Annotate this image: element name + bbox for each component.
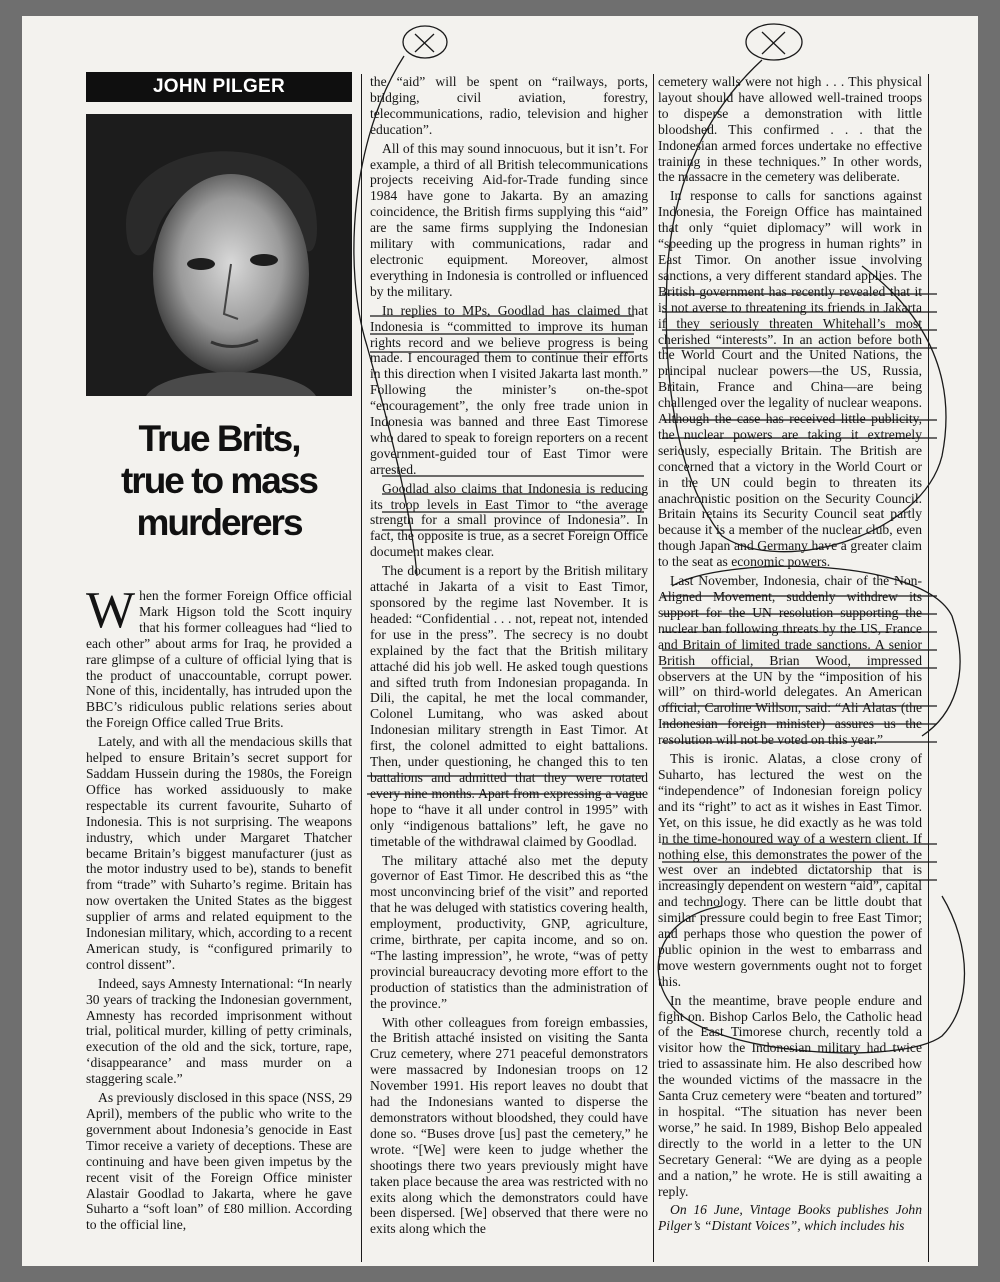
column-rule — [361, 74, 362, 1262]
paragraph: In response to calls for sanctions against Indonesia, the Foreign Office has maintained that only “quiet diplomacy” will work in “speeding up the progress in human rights” in East Timor. On another issue involving sanctions, a very different standard applies. The British government has recently revealed that it is not averse to threatening its friends in Jakarta if they seriously threaten Whitehall’s most cherished “interests”. In an action before both the World Court and the United Nations, the principal nuclear powers—the US, Russia, Britain, France and China—are being challenged over the legality of nuclear weapons. Although the case has received little publicity, the nuclear powers are taking it extremely seriously, especially Britain. The British are concerned that a victory in the World Court or in the UN could begin to threaten its anachronistic position on the Security Council. Britain retains its Security Council seat partly because it is a member of the nuclear club, even though Japan and Germany have a greater claim to the seat as economic powers. — [658, 188, 922, 570]
paragraph: Last November, Indonesia, chair of the Non-Aligned Movement, suddenly withdrew its support for the UN resolution supporting the nuclear ban following threats by the US, France and Britain of limited trade sanctions. A senior British official, Brian Wood, impressed observers at the UN by the “imposition of his will” on third-world delegates. An American official, Caroline Willson, said: “Ali Alatas (the Indonesian foreign minister) assures us the resolution will not be voted on this year.” — [658, 573, 922, 748]
column-2 — [370, 74, 648, 1264]
paragraph: The document is a report by the British military attaché in Jakarta of a visit to East Timor, sponsored by the regime last November. It is headed: “Confidential . . . not, repeat not, intended for use in the press”. The secrecy is no doubt explained by the fact that the British military attaché did his job well. He asked tough questions and sifted truth from Indonesian propaganda. In Dili, the capital, he met the local commander, Colonel Lumitang, who was asked about Indonesian military strength in East Timor. At first, the colonel admitted to eight battalions. Then, under questioning, he changed this to ten battalions and admitted that they were rotated every nine months. Apart from expressing a vague hope to “have it all under control in 1995” with only “indigenous battalions” left, he gave no timetable of the withdrawal claimed by Goodlad. — [370, 563, 648, 849]
paragraph: This is ironic. Alatas, a close crony of Suharto, has lectured the west on the “independence” of Indonesian foreign policy and its “right” to act as it wishes in East Timor. Yet, on this issue, he did exactly as he was told in the time-honoured way of a western client. If nothing else, this demonstrates the power of the west over an indebted dictatorship that is increasingly dependent on western “aid”, capital and technology. There can be little doubt that similar pressure could begin to free East Timor; and perhaps those who question the power of public opinion in the west to embarrass and move western governments ought not to forget this. — [658, 751, 922, 989]
headline-line-2: true to mass — [120, 460, 317, 501]
drop-cap: W — [86, 582, 136, 639]
paragraph: cemetery walls were not high . . . This physical layout should have allowed well-trained troops to disperse a demonstration with little bloodshed. This confirmed . . . that the Indonesian armed forces undertake no effective training in these techniques.” In other words, the massacre in the cemetery was deliberate. — [658, 74, 922, 185]
paragraph: Lately, and with all the mendacious skills that helped to ensure Britain’s secret support for Saddam Hussein during the 1980s, the Foreign Office has worked assiduously to make respectable its current favourite, Suharto of Indonesia. This is not surprising. The weapons industry, which under Margaret Thatcher became Britain’s biggest manufacturer (just as the motor industry used to be), stands to benefit from “trade” with Suharto’s regime. Britain has now overtaken the United States as the biggest supplier of arms and related equipment to the Indonesian military, which, according to a recent American study, is “configured primarily to control dissent”. — [86, 734, 352, 972]
paragraph: As previously disclosed in this space (NSS, 29 April), members of the public who write to the government about Indonesia’s genocide in East Timor receive a variety of deceptions. These are continuing and have been given impetus by the recent visit of the Foreign Office minister Alastair Goodlad to Jakarta, where he gave Suharto a “soft loan” of £80 million. According to the official line, — [86, 1090, 352, 1233]
circled-mark-1 — [403, 26, 447, 58]
book-note: On 16 June, Vintage Books publishes John Pilger’s “Distant Voices”, which includes his — [658, 1202, 922, 1234]
magazine-page — [22, 16, 978, 1266]
author-photo — [86, 114, 352, 396]
paragraph: In the meantime, brave people endure and fight on. Bishop Carlos Belo, the Catholic head of the East Timorese church, recently told a visitor how the Indonesian military had twice tried to assassinate him. He also described how the wounded victims of the massacre in the Santa Cruz cemetery were “beaten and tortured” in hospital. “The situation has never been worse,” he said. In 1989, Bishop Belo appealed directly to the world in a letter to the UN Secretary General: “We are dying as a people and a nation,” he wrote. He is still awaiting a reply. — [658, 992, 922, 1199]
paragraph: All of this may sound innocuous, but it isn’t. For example, a third of all British telecommunications projects receiving Aid-for-Trade funding since 1984 have gone to Jakarta. By an amazing coincidence, the British firms supplying this “aid” are the same firms supplying the Indonesian military with communications, radar and electronic equipment. Moreover, almost everything in Indonesia is controlled or influenced by the military. — [370, 140, 648, 299]
paragraph: Goodlad also claims that Indonesia is reducing its troop levels in East Timor to “the average strength for a small province of Indonesia”. In fact, the opposite is true, as a secret Foreign Office document makes clear. — [370, 480, 648, 560]
x-mark-1 — [415, 34, 434, 52]
headline-line-3: murderers — [136, 502, 302, 543]
column-1 — [86, 72, 352, 1262]
column-rule — [653, 74, 654, 1262]
paragraph: In replies to MPs, Goodlad has claimed that Indonesia is “committed to improve its human rights record and we believe progress is being made. I encouraged them to continue their efforts in this direction when I visited Jakarta last month.” Following the minister’s on-the-spot “encouragement”, the only free trade union in Indonesia was banned and three East Timorese who dared to speak to foreign reporters on a recent government-guided tour of East Timor were arrested. — [370, 302, 648, 477]
column-rule — [928, 74, 929, 1262]
paragraph: The military attaché also met the deputy governor of East Timor. He described this as “the most unconvincing brief of the visit” and reported that he was deluged with statistics covering health, employment, productivity, GNP, agriculture, crime, birthrate, per capita income, and so on. “The lasting impression”, he wrote, “was of petty provincial bureaucracy devoting more effort to the production of statistics than the administration of the province.” — [370, 852, 648, 1011]
headline — [86, 418, 352, 544]
paragraph: the “aid” will be spent on “railways, ports, bridging, civil aviation, forestry, telecommunications, radio, television and higher education”. — [370, 74, 648, 137]
byline: JOHN PILGER — [86, 72, 352, 102]
column-3 — [658, 74, 922, 1264]
headline-line-1: True Brits, — [138, 418, 300, 459]
portrait-image — [86, 114, 352, 396]
x-mark-2 — [762, 32, 785, 54]
paragraph: When the former Foreign Office official Mark Higson told the Scott inquiry that his former colleagues had “lied to each other” about arms for Iraq, he provided a rare glimpse of a culture of official lying that is the product of unaccountable, corrupt power. None of this, incidentally, has intruded upon the BBC’s ridiculous public relations series about the Foreign Office called True Brits. — [86, 582, 352, 731]
circled-mark-2 — [746, 24, 802, 60]
paragraph: With other colleagues from foreign embassies, the British attaché insisted on visiting the Santa Cruz cemetery, where 271 peaceful demonstrators were massacred by Indonesian troops on 12 November 1991. His report leaves no doubt that had the Indonesians wanted to disperse the demonstrators without bloodshed, they could have done so. “Buses drove [us] past the cemetery,” he wrote. “[We] were keen to judge whether the shootings there two years previously might have taken place because the area was restricted with no exits along which the demonstrators could have been dispersed. [We] observed that there were no exits along which the — [370, 1014, 648, 1237]
paragraph: Indeed, says Amnesty International: “In nearly 30 years of tracking the Indonesian government, Amnesty has recorded imprisonment without trial, political murder, killing of petty criminals, execution of the old and the sick, torture, rape, ‘disappearance’ and mass murder on a staggering scale.” — [86, 975, 352, 1087]
